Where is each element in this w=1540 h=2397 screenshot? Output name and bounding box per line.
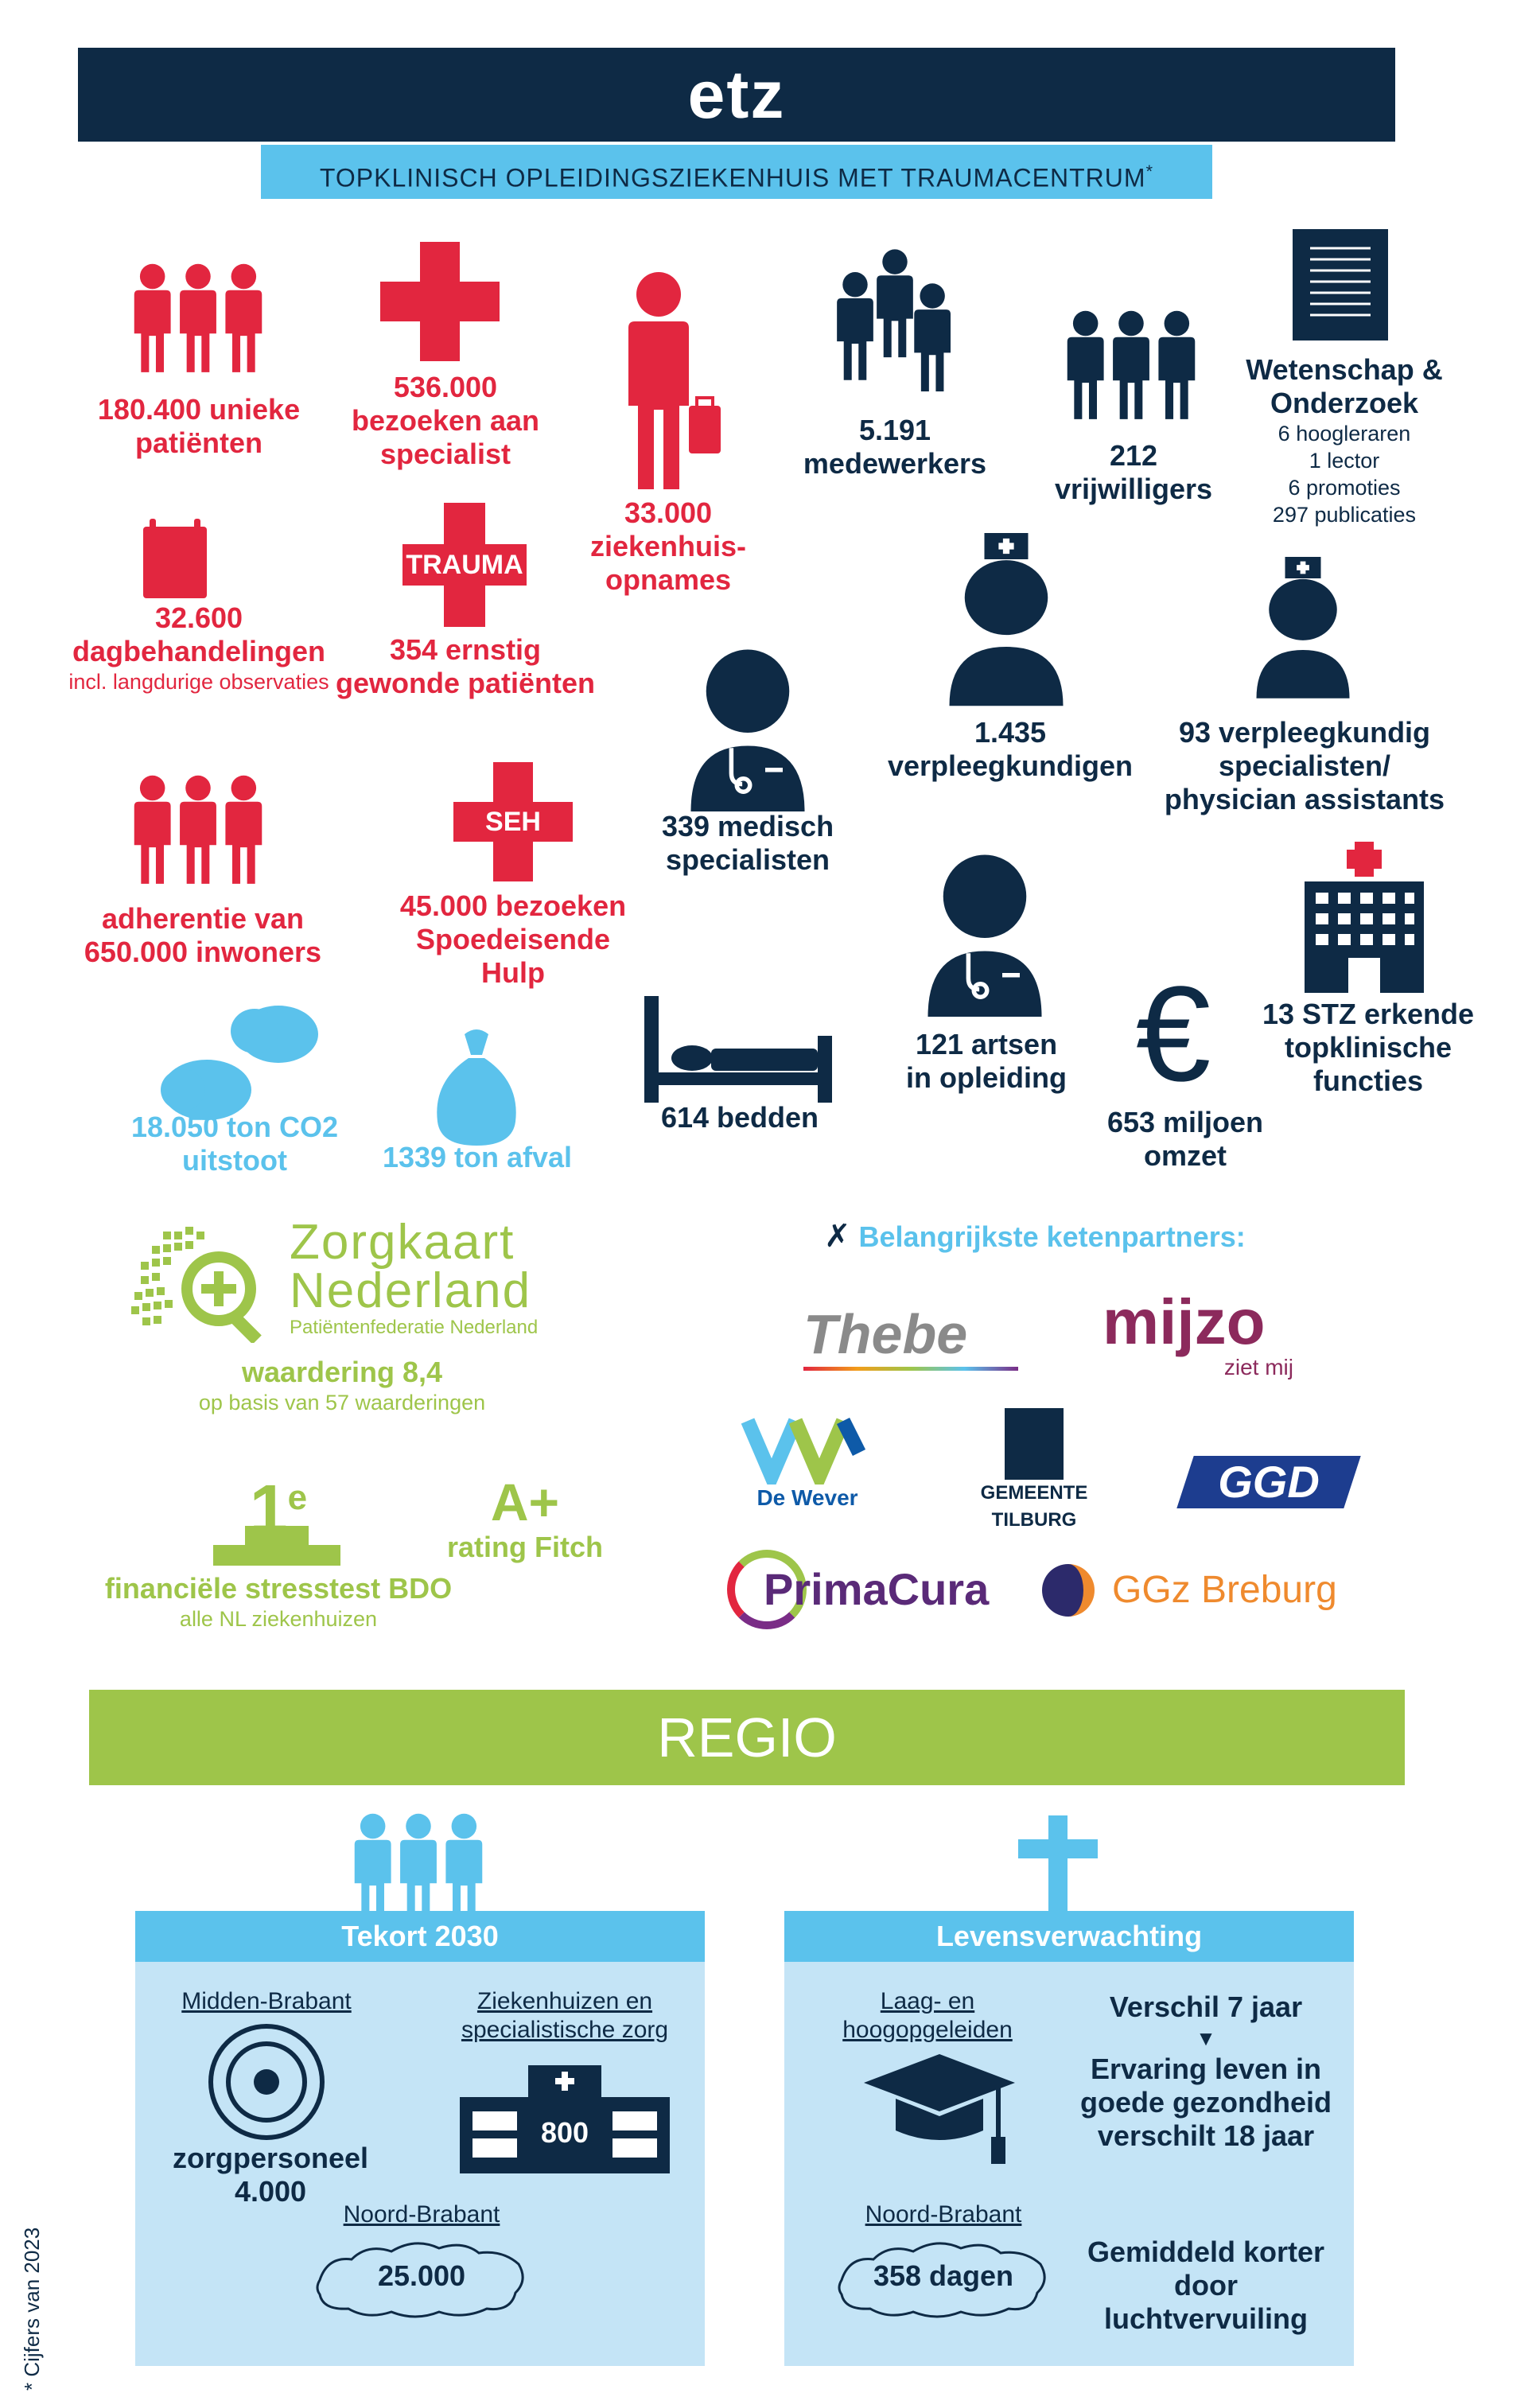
- stat-beds: 614 bedden: [660, 1101, 819, 1134]
- cloud-icon: [159, 1002, 326, 1122]
- label-laag-hoog: Laag- en hoogopgeleiden: [842, 1988, 1013, 2043]
- header-subtitle: TOPKLINISCH OPLEIDINGSZIEKENHUIS MET TRAUMACENTRUM*: [261, 145, 1212, 199]
- stat-daycare: 32.600 dagbehandelingen incl. langdurige observaties: [68, 601, 329, 694]
- partner-dewever-logo: De Wever: [740, 1413, 875, 1512]
- bed-icon: [644, 996, 832, 1103]
- nurse-specialist-icon: [1247, 557, 1359, 700]
- bdo-text: financiële stresstest BDO alle NL ziekenhuizen: [104, 1572, 453, 1631]
- partner-thebe-logo: Thebe: [803, 1305, 1018, 1371]
- regio-banner: REGIO: [89, 1690, 1405, 1785]
- waste-bag-icon: [433, 1026, 520, 1146]
- stat-specialists: 339 medisch specialisten: [661, 810, 834, 876]
- red-cross-icon: [380, 242, 500, 361]
- panel-tekort-head: Tekort 2030: [135, 1911, 705, 1962]
- header-bar: [78, 48, 1395, 142]
- zorgkaart-rating: waardering 8,4 op basis van 57 waarderingen: [198, 1356, 486, 1414]
- hospital-block-icon: [460, 2065, 670, 2173]
- stat-waste: 1339 ton afval: [382, 1141, 573, 1173]
- stat-noord-brabant: 25.000: [377, 2259, 466, 2292]
- calendar-icon: [143, 519, 207, 598]
- zorgkaart-name: Zorgkaart Nederland Patiëntenfederatie Nederland: [290, 1215, 539, 1338]
- stat-stz: 13 STZ erkende topklinische functies: [1262, 998, 1475, 1097]
- label-noord-brabant-2: Noord-Brabant: [865, 2201, 1022, 2228]
- fitch-rating: A+ rating Fitch: [447, 1473, 603, 1563]
- cross-blue-icon: [1018, 1815, 1098, 1927]
- target-icon: [207, 2022, 326, 2142]
- etz-logo: etz: [687, 57, 786, 132]
- down-arrow-icon: ▼: [1196, 2026, 1216, 2050]
- chain-icon: ✗: [824, 1219, 851, 1254]
- hospital-beds-value: 800: [540, 2116, 589, 2149]
- partner-mijzo-logo: mijzo ziet mij: [1102, 1286, 1293, 1379]
- graduation-cap-icon: [864, 2054, 1015, 2165]
- zorgkaart-logo-map: [131, 1224, 282, 1343]
- stat-seh: 45.000 bezoeken Spoedeisende Hulp: [399, 889, 627, 989]
- stat-nurses: 1.435 verpleegkundigen: [887, 716, 1134, 782]
- stat-dagen: 358 dagen: [873, 2259, 1014, 2292]
- partner-tilburg-logo: GEMEENTE TILBURG: [939, 1408, 1130, 1534]
- stat-science: Wetenschap & Onderzoek 6 hoogleraren 1 lector 6 promoties 297 publicaties: [1246, 353, 1443, 527]
- volunteers-group-icon: [1063, 299, 1200, 434]
- resident-icon: [913, 842, 1056, 1017]
- stat-revenue: 653 miljoen omzet: [1106, 1106, 1264, 1172]
- doctor-icon: [676, 636, 819, 811]
- patient-suitcase-icon: [619, 270, 722, 493]
- hospital-building-icon: [1305, 842, 1424, 993]
- document-icon: [1293, 229, 1388, 340]
- stat-trauma: 354 ernstig gewonde patiënten: [335, 633, 596, 699]
- panel-leven-head: Levensverwachting: [784, 1911, 1354, 1962]
- stat-zorgpersoneel: zorgpersoneel 4.000: [172, 2142, 369, 2208]
- trauma-badge: TRAUMA: [406, 550, 523, 580]
- stat-np: 93 verpleegkundig specialisten/ physician assistants: [1164, 716, 1445, 815]
- partners-title: ✗ Belangrijkste ketenpartners:: [824, 1219, 1246, 1254]
- seh-badge: SEH: [485, 807, 541, 837]
- stat-co2: 18.050 ton CO2 uitstoot: [130, 1111, 339, 1177]
- nurse-icon: [939, 533, 1074, 708]
- label-ziekenhuizen: Ziekenhuizen en specialistische zorg: [461, 1988, 669, 2043]
- stat-volunteers: 212 vrijwilligers: [1054, 439, 1213, 505]
- trauma-cross-icon: [402, 503, 527, 627]
- footnote: * Cijfers van 2023: [20, 2227, 44, 2391]
- seh-cross-icon: [453, 762, 573, 881]
- stat-patients: 180.400 unieke patiënten: [97, 393, 301, 459]
- partner-ggd-logo: GGD: [1176, 1456, 1360, 1508]
- ggz-moon-icon: [1042, 1564, 1095, 1617]
- panel-leven: [784, 1911, 1354, 2366]
- label-midden-brabant: Midden-Brabant: [181, 1988, 352, 2014]
- people-group-icon: [130, 248, 266, 391]
- bdo-rank: 1e: [249, 1471, 308, 1548]
- panel-tekort: [135, 1911, 705, 2366]
- stat-visits: 536.000 bezoeken aan specialist: [351, 371, 540, 470]
- stat-luchtvervuiling: Gemiddeld korter door luchtvervuiling: [1087, 2236, 1325, 2335]
- euro-icon: €: [1135, 959, 1211, 1110]
- staff-group-icon: [831, 248, 959, 407]
- stat-verschil: Verschil 7 jaar ▼ Ervaring leven in goede gezondheid verschilt 18 jaar: [1079, 1990, 1332, 2152]
- label-noord-brabant: Noord-Brabant: [343, 2201, 500, 2228]
- stat-residents: 121 artsen in opleiding: [906, 1028, 1067, 1094]
- stat-staff: 5.191 medewerkers: [803, 414, 987, 480]
- people-group-icon-2: [130, 764, 266, 899]
- stat-admissions: 33.000 ziekenhuis- opnames: [589, 496, 747, 596]
- stat-adherence: adherentie van 650.000 inwoners: [84, 902, 322, 968]
